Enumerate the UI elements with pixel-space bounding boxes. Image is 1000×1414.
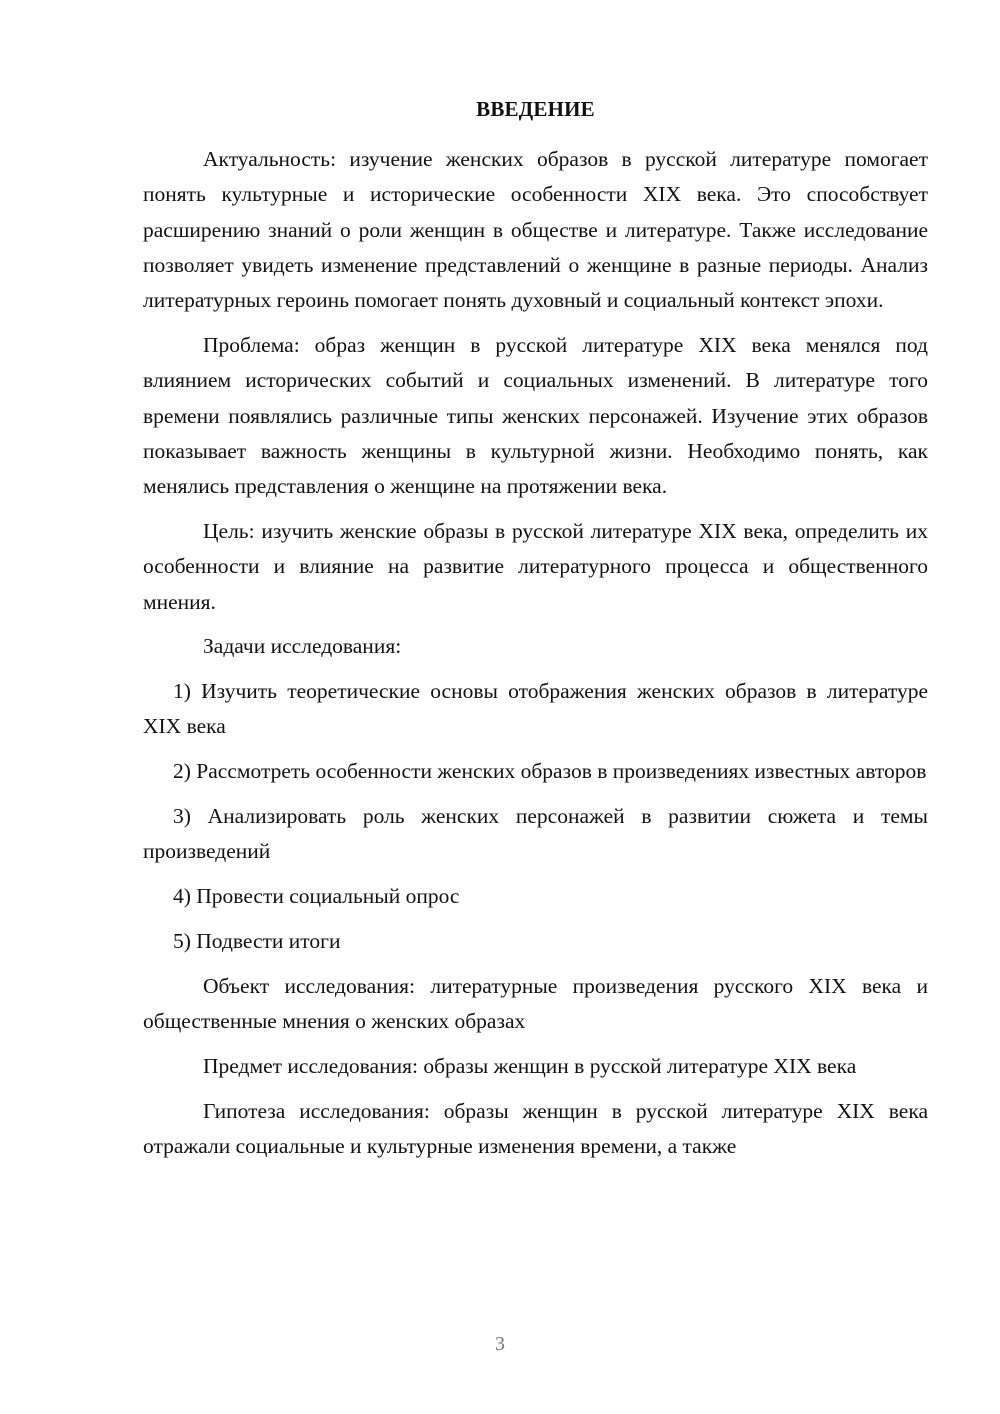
paragraph-goal: Цель: изучить женские образы в русской литературе XIX века, определить их особенности и влияние на развитие литературного процесса и общественного мнения. [143, 518, 928, 614]
paragraph-tasks-heading: Задачи исследования: [203, 634, 402, 659]
document-body [143, 142, 928, 1174]
page-number: 3 [495, 1333, 505, 1355]
task-item-2: 2) Рассмотреть особенности женских образов в произведениях известных авторов [173, 759, 927, 784]
paragraph-relevance: Актуальность: изучение женских образов в русской литературе помогает понять культурные и исторические особенности XIX века. Это способствует расширению знаний о роли женщин в обществе и литературе. Также исследование позволяет увидеть изменение представлений о женщине в разные периоды. Анализ литературных героинь помогает понять духовный и социальный контекст эпохи. [143, 147, 928, 313]
paragraph-object: Объект исследования: литературные произведения русского XIX века и общественные мнения о женских образах [143, 973, 928, 1034]
task-item-4: 4) Провести социальный опрос [173, 884, 460, 909]
paragraph-problem: Проблема: образ женщин в русской литературе XIX века менялся под влиянием исторических событий и социальных изменений. В литературе того времени появлялись различные типы женских персонажей. Изучение этих образов показывает важность женщины в культурной жизни. Необходимо понять, как менялись представления о женщине на протяжении века. [143, 332, 928, 499]
task-item-1: 1) Изучить теоретические основы отображения женских образов в литературе XIX века [143, 679, 928, 739]
paragraph-hypothesis: Гипотеза исследования: образы женщин в русской литературе XIX века отражали социальные и культурные изменения времени, а также [143, 1098, 928, 1158]
task-item-5: 5) Подвести итоги [173, 928, 341, 953]
paragraph-subject: Предмет исследования: образы женщин в русской литературе XIX века [203, 1053, 857, 1078]
page-heading: ВВЕДЕНИЕ [476, 97, 595, 121]
task-item-3: 3) Анализировать роль женских персонажей в развитии сюжета и темы произведений [143, 804, 928, 864]
